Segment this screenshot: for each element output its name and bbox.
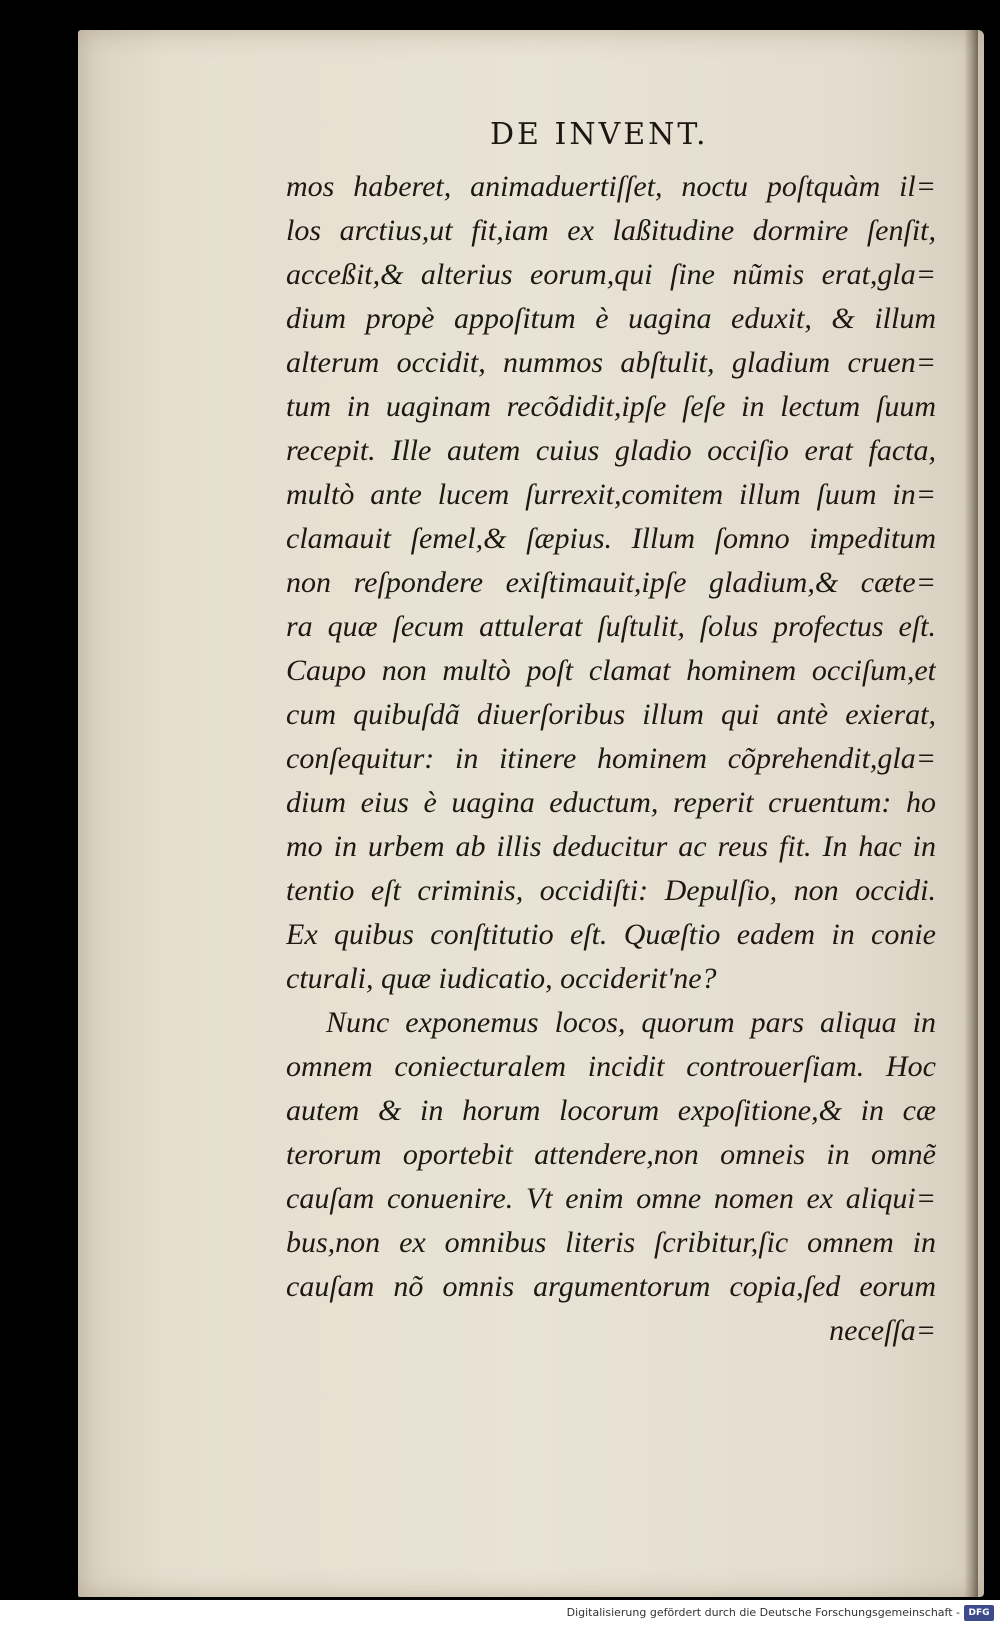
text-line-10: non reſpondere exiſtimauit,ipſe gladium,& cæte=	[286, 566, 936, 599]
text-line-20: Nunc exponemus locos, quorum pars aliqua in	[326, 1006, 936, 1039]
text-line-4: dium propè appoſitum è uagina eduxit, & illum	[286, 302, 936, 335]
page-edge-shadow	[964, 30, 978, 1597]
text-line-8: multò ante lucem ſurrexit,comitem illum ſuum in=	[286, 478, 936, 511]
text-line-15: dium eius è uagina eductum, reperit cruentum: ho	[286, 786, 936, 819]
text-line-6: tum in uaginam recõdidit,ipſe ſeſe in lectum ſuum	[286, 390, 936, 423]
text-line-17: tentio eſt criminis, occidiſti: Depulſio, non occidi.	[286, 874, 936, 907]
dfg-logo: DFG	[964, 1605, 994, 1621]
text-line-11: ra quæ ſecum attulerat ſuſtulit, ſolus profectus eſt.	[286, 610, 936, 643]
text-line-25: bus,non ex omnibus literis ſcribitur,ſic omnem in	[286, 1226, 936, 1259]
text-line-22: autem & in horum locorum expoſitione,& in cæ	[286, 1094, 936, 1127]
catchword: neceſſa=	[829, 1314, 936, 1347]
text-line-19: cturali, quæ iudicatio, occiderit'ne?	[286, 962, 717, 995]
text-line-3: acceßit,& alterius eorum,qui ſine nũmis erat,gla=	[286, 258, 936, 291]
text-line-9: clamauit ſemel,& ſæpius. Illum ſomno impeditum	[286, 522, 936, 555]
text-line-18: Ex quibus conſtitutio eſt. Quæſtio eadem in conie	[286, 918, 936, 951]
text-line-26: cauſam nõ omnis argumentorum copia,ſed eorum	[286, 1270, 936, 1303]
text-line-23: terorum oportebit attendere,non omneis in omnẽ	[286, 1138, 936, 1171]
text-line-1: mos haberet, animaduertiſſet, noctu poſtquàm il=	[286, 170, 936, 203]
text-line-14: conſequitur: in itinere hominem cõprehendit,gla=	[286, 742, 936, 775]
text-line-13: cum quibuſdã diuerſoribus illum qui antè exierat,	[286, 698, 936, 731]
text-line-7: recepit. Ille autem cuius gladio occiſio erat facta,	[286, 434, 936, 467]
body-text	[286, 165, 936, 1353]
text-line-24: cauſam conuenire. Vt enim omne nomen ex aliqui=	[286, 1182, 936, 1215]
text-line-12: Caupo non multò poſt clamat hominem occiſum,et	[286, 654, 936, 687]
footer-bar	[0, 1600, 1000, 1627]
text-line-5: alterum occidit, nummos abſtulit, gladium cruen=	[286, 346, 936, 379]
text-line-16: mo in urbem ab illis deducitur ac reus fit. In hac in	[286, 830, 936, 863]
text-line-2: los arctius,ut fit,iam ex laßitudine dormire ſenſit,	[286, 214, 936, 247]
text-line-21: omnem coniecturalem incidit controuerſiam. Hoc	[286, 1050, 936, 1083]
running-head: DE INVENT.	[490, 117, 709, 152]
footer-credit: Digitalisierung gefördert durch die Deutsche Forschungsgemeinschaft -	[566, 1606, 960, 1619]
